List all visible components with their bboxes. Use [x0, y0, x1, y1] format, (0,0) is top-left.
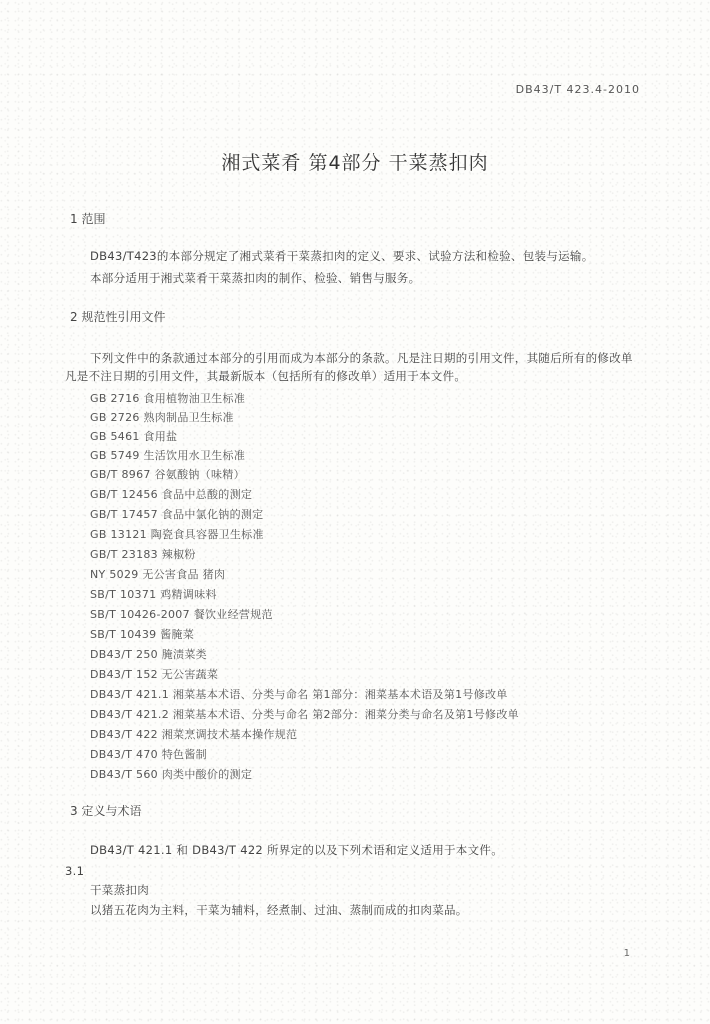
reference-item: DB43/T 421.2 湘菜基本术语、分类与命名 第2部分：湘菜分类与命名及第1号修改单 [90, 708, 519, 721]
term-name: 干菜蒸扣肉 [90, 883, 149, 897]
section-3-para: DB43/T 421.1 和 DB43/T 422 所界定的以及下列术语和定义适用于本文件。 [90, 843, 504, 857]
reference-item: GB 5749 生活饮用水卫生标准 [90, 449, 246, 462]
reference-item: DB43/T 421.1 湘菜基本术语、分类与命名 第1部分：湘菜基本术语及第1号修改单 [90, 688, 508, 701]
reference-item: GB/T 8967 谷氨酸钠（味精） [90, 468, 245, 481]
reference-item: DB43/T 152 无公害蔬菜 [90, 668, 219, 681]
reference-item: DB43/T 560 肉类中酸价的测定 [90, 768, 253, 781]
reference-item: SB/T 10426-2007 餐饮业经营规范 [90, 608, 273, 621]
reference-item: SB/T 10371 鸡精调味料 [90, 588, 217, 601]
reference-item: DB43/T 250 腌渍菜类 [90, 648, 207, 661]
reference-item: GB 5461 食用盐 [90, 430, 178, 443]
reference-item: GB 2726 熟肉制品卫生标准 [90, 411, 234, 424]
section-3-heading: 3 定义与术语 [70, 804, 142, 818]
reference-item: GB/T 17457 食品中氯化钠的测定 [90, 508, 264, 521]
reference-item: GB/T 12456 食品中总酸的测定 [90, 488, 253, 501]
section-1-para-1: DB43/T423的本部分规定了湘式菜肴干菜蒸扣肉的定义、要求、试验方法和检验、包装与运输。 [90, 249, 594, 263]
section-2-heading: 2 规范性引用文件 [70, 310, 166, 324]
reference-item: DB43/T 422 湘菜烹调技术基本操作规范 [90, 728, 298, 741]
reference-item: NY 5029 无公害食品 猪肉 [90, 568, 226, 581]
term-definition: 以猪五花肉为主料，干菜为辅料，经煮制、过油、蒸制而成的扣肉菜品。 [90, 903, 468, 917]
reference-item: GB 13121 陶瓷食具容器卫生标准 [90, 528, 264, 541]
term-number: 3.1 [65, 864, 85, 878]
section-1-heading: 1 范围 [70, 212, 106, 226]
section-1-para-2: 本部分适用于湘式菜肴干菜蒸扣肉的制作、检验、销售与服务。 [90, 271, 421, 285]
reference-item: DB43/T 470 特色酱制 [90, 748, 207, 761]
section-2-intro-1: 下列文件中的条款通过本部分的引用而成为本部分的条款。凡是注日期的引用文件，其随后所有的修改单 [90, 351, 633, 365]
reference-item: SB/T 10439 酱腌菜 [90, 628, 195, 641]
standard-code: DB43/T 423.4-2010 [515, 83, 640, 96]
section-2-intro-2: 凡是不注日期的引用文件，其最新版本（包括所有的修改单）适用于本文件。 [65, 369, 467, 383]
page-number: 1 [623, 948, 630, 959]
reference-item: GB/T 23183 辣椒粉 [90, 548, 196, 561]
page-title: 湘式菜肴 第4部分 干菜蒸扣肉 [221, 152, 489, 174]
reference-item: GB 2716 食用植物油卫生标准 [90, 392, 246, 405]
